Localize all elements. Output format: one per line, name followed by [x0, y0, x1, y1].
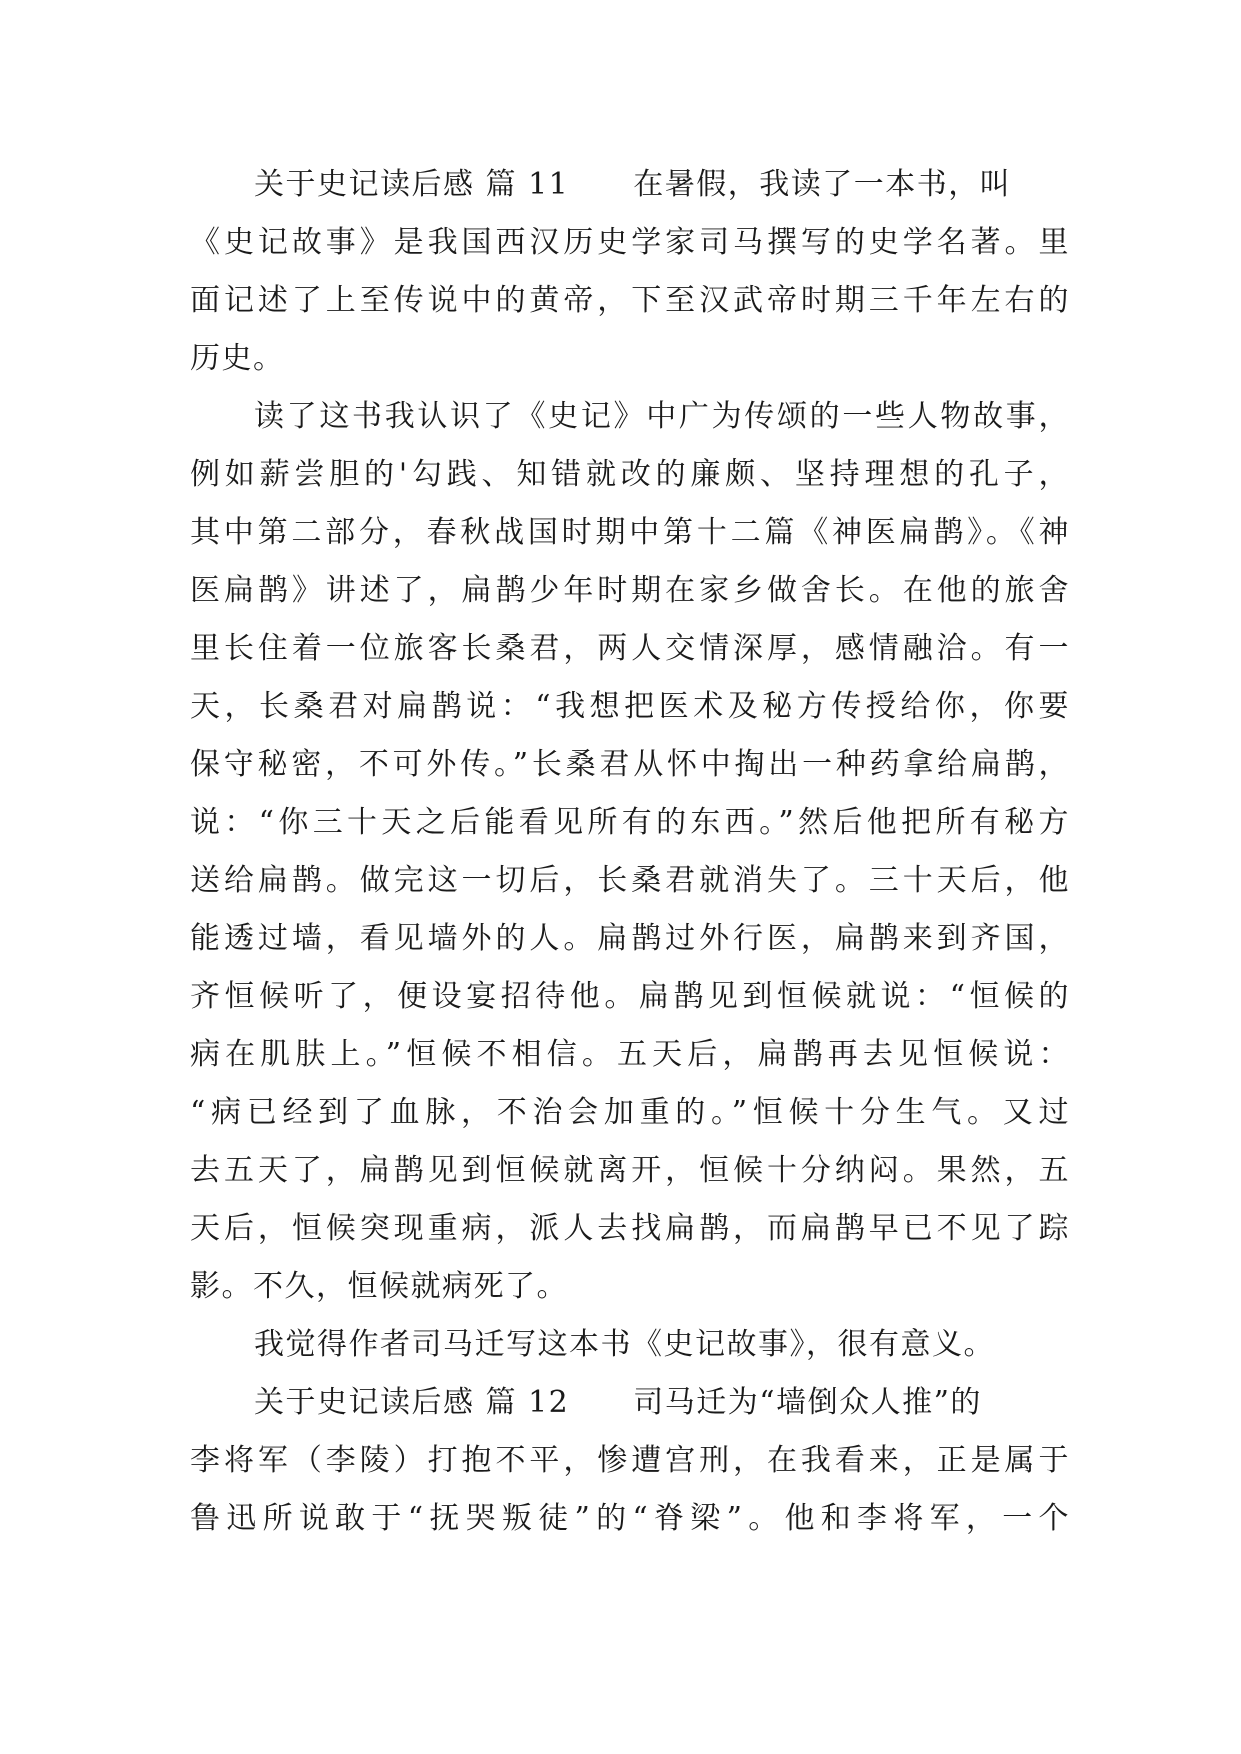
paragraph-line: 《史记故事》是我国西汉历史学家司马撰写的史学名著。里 [190, 225, 1070, 260]
paragraph-line: 司马迁为“墙倒众人推”的 [633, 1385, 982, 1420]
paragraph-line: 读了这书我认识了《史记》中广为传颂的一些人物故事， [254, 399, 1070, 434]
paragraph-line: 里长住着一位旅客长桑君，两人交情深厚，感情融洽。有一 [190, 631, 1070, 666]
paragraph-line: 鲁迅所说敢于“抚哭叛徒”的“脊梁”。他和李将军，一个 [190, 1501, 1070, 1536]
paragraph-line: 医扁鹊》讲述了，扁鹊少年时期在家乡做舍长。在他的旅舍 [190, 573, 1070, 608]
paragraph-line: 送给扁鹊。做完这一切后，长桑君就消失了。三十天后，他 [190, 863, 1070, 898]
paragraph-line: 其中第二部分，春秋战国时期中第十二篇《神医扁鹊》。《神 [190, 515, 1070, 550]
paragraph-line: 历史。 [190, 341, 285, 376]
paragraph-line: 齐恒候听了，便设宴招待他。扁鹊见到恒候就说：“恒候的 [190, 979, 1070, 1014]
section-11-heading: 关于史记读后感 篇 11 [254, 167, 570, 202]
paragraph-line: 我觉得作者司马迁写这本书《史记故事》，很有意义。 [254, 1327, 995, 1362]
section-11-first-line [190, 156, 1070, 214]
paragraph-line: 天后，恒候突现重病，派人去找扁鹊，而扁鹊早已不见了踪 [190, 1211, 1070, 1246]
paragraph-line: “病已经到了血脉，不治会加重的。”恒候十分生气。又过 [190, 1095, 1070, 1130]
paragraph-line: 在暑假，我读了一本书，叫 [633, 167, 1012, 202]
paragraph-line: 去五天了，扁鹊见到恒候就离开，恒候十分纳闷。果然，五 [190, 1153, 1070, 1188]
paragraph-line: 病在肌肤上。”恒候不相信。五天后，扁鹊再去见恒候说： [190, 1037, 1070, 1072]
paragraph-line: 影。不久，恒候就病死了。 [190, 1269, 568, 1304]
article-body [190, 156, 1070, 1548]
paragraph-line: 李将军（李陵）打抱不平，惨遭宫刑，在我看来，正是属于 [190, 1443, 1070, 1478]
section-12-heading: 关于史记读后感 篇 12 [254, 1385, 570, 1420]
paragraph-line: 天，长桑君对扁鹊说：“我想把医术及秘方传授给你，你要 [190, 689, 1070, 724]
paragraph-line: 能透过墙，看见墙外的人。扁鹊过外行医，扁鹊来到齐国， [190, 921, 1070, 956]
paragraph-line: 面记述了上至传说中的黄帝，下至汉武帝时期三千年左右的 [190, 283, 1070, 318]
paragraph-line: 说：“你三十天之后能看见所有的东西。”然后他把所有秘方 [190, 805, 1070, 840]
paragraph-line: 保守秘密，不可外传。”长桑君从怀中掏出一种药拿给扁鹊， [190, 747, 1070, 782]
section-12-first-line [190, 1374, 1070, 1432]
paragraph-line: 例如薪尝胆的'勾践、知错就改的廉颇、坚持理想的孔子， [190, 457, 1070, 492]
